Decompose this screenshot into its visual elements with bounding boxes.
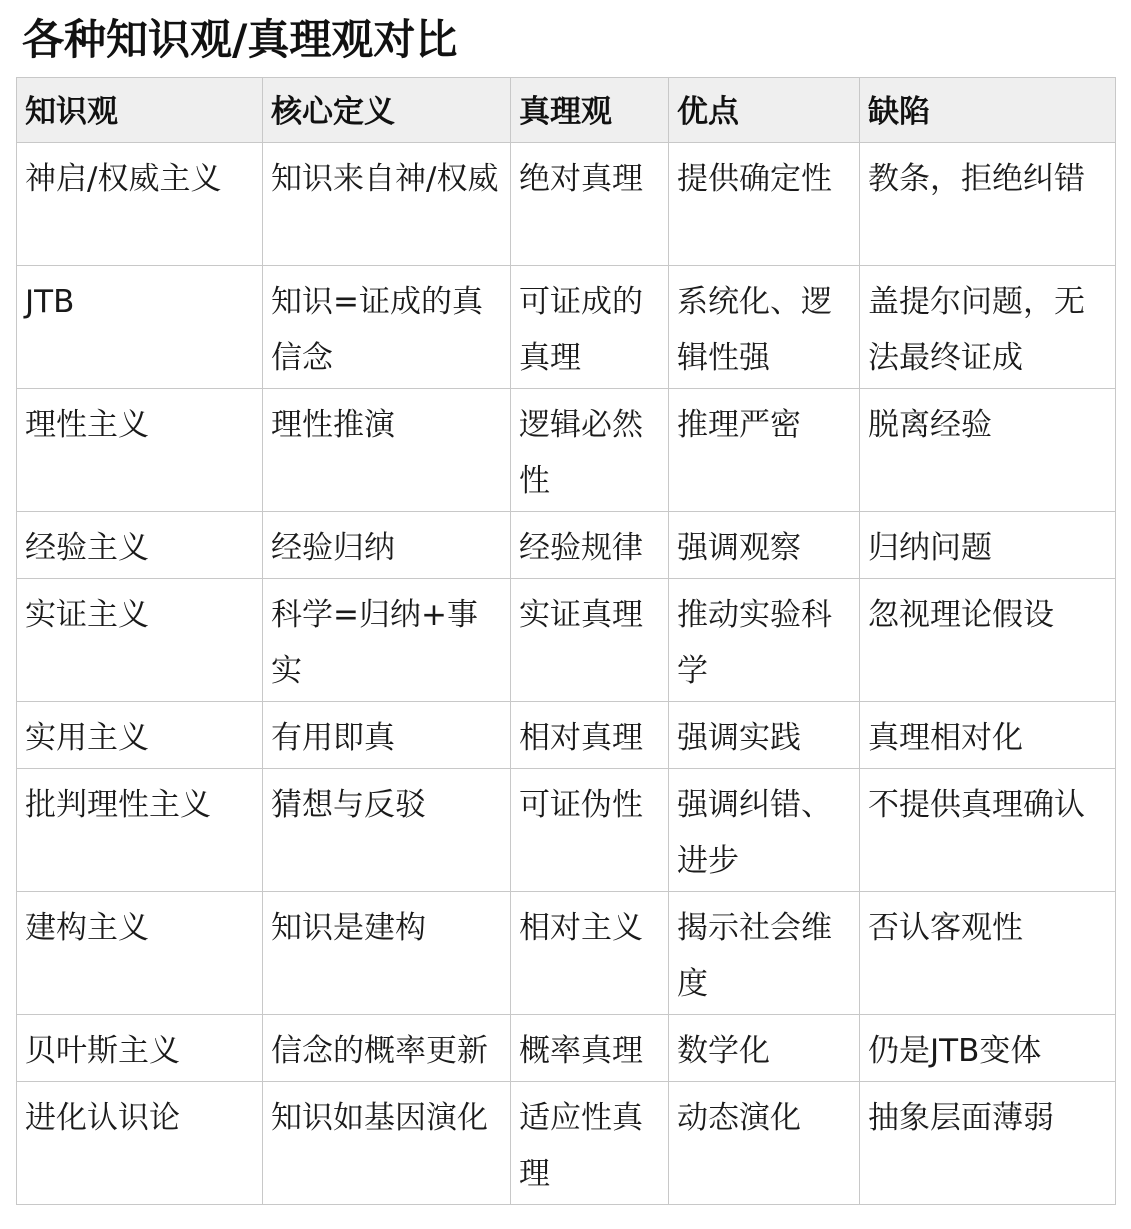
page-title: 各种知识观/真理观对比: [22, 15, 458, 64]
table-cell: 强调实践: [669, 702, 860, 769]
table-cell: 相对真理: [511, 702, 669, 769]
table-cell: 忽视理论假设: [860, 579, 1116, 702]
table-cell: 仍是JTB变体: [860, 1015, 1116, 1082]
table-cell: 数学化: [669, 1015, 860, 1082]
table-cell: 神启/权威主义: [17, 143, 263, 266]
table-cell: 理性推演: [263, 389, 511, 512]
table-row: [17, 702, 1116, 769]
table-cell: 推动实验科学: [669, 579, 860, 702]
table-cell: 进化认识论: [17, 1082, 263, 1205]
table-cell: 知识来自神/权威: [263, 143, 511, 266]
table-row: [17, 769, 1116, 892]
table-cell: 强调观察: [669, 512, 860, 579]
table-cell: 经验主义: [17, 512, 263, 579]
table-cell: 知识是建构: [263, 892, 511, 1015]
table-cell: 盖提尔问题，无法最终证成: [860, 266, 1116, 389]
table-row: [17, 579, 1116, 702]
table-cell: JTB: [17, 266, 263, 389]
table-cell: 适应性真理: [511, 1082, 669, 1205]
table-cell: 相对主义: [511, 892, 669, 1015]
table-cell: 理性主义: [17, 389, 263, 512]
table-row: [17, 266, 1116, 389]
table-header-row: [17, 78, 1116, 143]
table-cell: 科学=归纳+事实: [263, 579, 511, 702]
table-cell: 揭示社会维度: [669, 892, 860, 1015]
table-cell: 信念的概率更新: [263, 1015, 511, 1082]
table-cell: 系统化、逻辑性强: [669, 266, 860, 389]
table-cell: 归纳问题: [860, 512, 1116, 579]
table-row: [17, 512, 1116, 579]
table-cell: 经验规律: [511, 512, 669, 579]
table-cell: 动态演化: [669, 1082, 860, 1205]
table-cell: 否认客观性: [860, 892, 1116, 1015]
column-header-epistemology: 知识观: [17, 78, 263, 143]
table-cell: 有用即真: [263, 702, 511, 769]
table-cell: 逻辑必然性: [511, 389, 669, 512]
table-row: [17, 1015, 1116, 1082]
table-cell: 推理严密: [669, 389, 860, 512]
column-header-strengths: 优点: [669, 78, 860, 143]
table-cell: 提供确定性: [669, 143, 860, 266]
table-row: [17, 143, 1116, 266]
table-cell: 贝叶斯主义: [17, 1015, 263, 1082]
table-cell: 教条，拒绝纠错: [860, 143, 1116, 266]
comparison-table: [16, 77, 1116, 1205]
column-header-core-definition: 核心定义: [263, 78, 511, 143]
table-cell: 知识如基因演化: [263, 1082, 511, 1205]
table-cell: 脱离经验: [860, 389, 1116, 512]
table-cell: 可证成的真理: [511, 266, 669, 389]
table-cell: 经验归纳: [263, 512, 511, 579]
table-cell: 不提供真理确认: [860, 769, 1116, 892]
column-header-weaknesses: 缺陷: [860, 78, 1116, 143]
table-cell: 猜想与反驳: [263, 769, 511, 892]
table-row: [17, 1082, 1116, 1205]
table-cell: 实证真理: [511, 579, 669, 702]
table-row: [17, 892, 1116, 1015]
table-cell: 批判理性主义: [17, 769, 263, 892]
table-cell: 强调纠错、进步: [669, 769, 860, 892]
table-cell: 可证伪性: [511, 769, 669, 892]
table-cell: 建构主义: [17, 892, 263, 1015]
table-cell: 绝对真理: [511, 143, 669, 266]
column-header-truth-view: 真理观: [511, 78, 669, 143]
table-row: [17, 389, 1116, 512]
table-cell: 概率真理: [511, 1015, 669, 1082]
table-cell: 实证主义: [17, 579, 263, 702]
table-cell: 抽象层面薄弱: [860, 1082, 1116, 1205]
table-cell: 知识=证成的真信念: [263, 266, 511, 389]
table-cell: 实用主义: [17, 702, 263, 769]
table-cell: 真理相对化: [860, 702, 1116, 769]
